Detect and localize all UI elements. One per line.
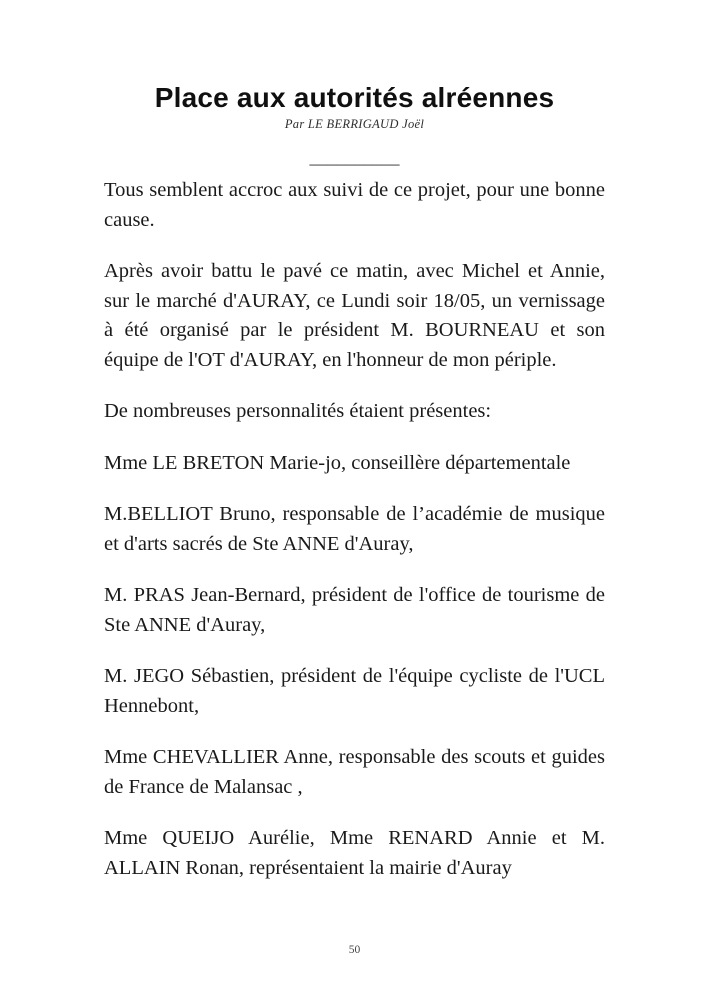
body-paragraph: De nombreuses personnalités étaient présentes:: [104, 400, 492, 423]
body-paragraph: Tous semblent accroc aux suivi de ce projet, pour une bonne cause.: [104, 179, 605, 231]
article-body: [104, 176, 605, 883]
body-paragraph: Mme LE BRETON Marie-jo, conseillère départementale: [104, 451, 571, 474]
body-paragraph: M. PRAS Jean-Bernard, président de l'office de tourisme de Ste ANNE d'Auray,: [104, 584, 605, 636]
body-paragraph: Mme CHEVALLIER Anne, responsable des scouts et guides de France de Malansac ,: [104, 746, 605, 798]
page-number: 50: [348, 944, 361, 956]
byline: Par LE BERRIGAUD Joël: [284, 117, 425, 132]
body-paragraph: Mme QUEIJO Aurélie, Mme RENARD Annie et M. ALLAIN Ronan, représentaient la mairie d'Auray: [104, 827, 605, 879]
body-paragraph: M. JEGO Sébastien, président de l'équipe cycliste de l'UCL Hennebont,: [104, 665, 605, 717]
body-paragraph: M.BELLIOT Bruno, responsable de l’académie de musique et d'arts sacrés de Ste ANNE d'Auray,: [104, 503, 605, 555]
body-paragraph: Après avoir battu le pavé ce matin, avec Michel et Annie, sur le marché d'AURAY, ce Lundi soir 18/05, un vernissage à été organisé par le président M. BOURNEAU et son équipe de l'OT d'AURAY, en l'honneur de mon périple.: [104, 260, 605, 371]
section-divider: __________: [309, 147, 400, 168]
page-title: Place aux autorités alréennes: [154, 82, 555, 113]
